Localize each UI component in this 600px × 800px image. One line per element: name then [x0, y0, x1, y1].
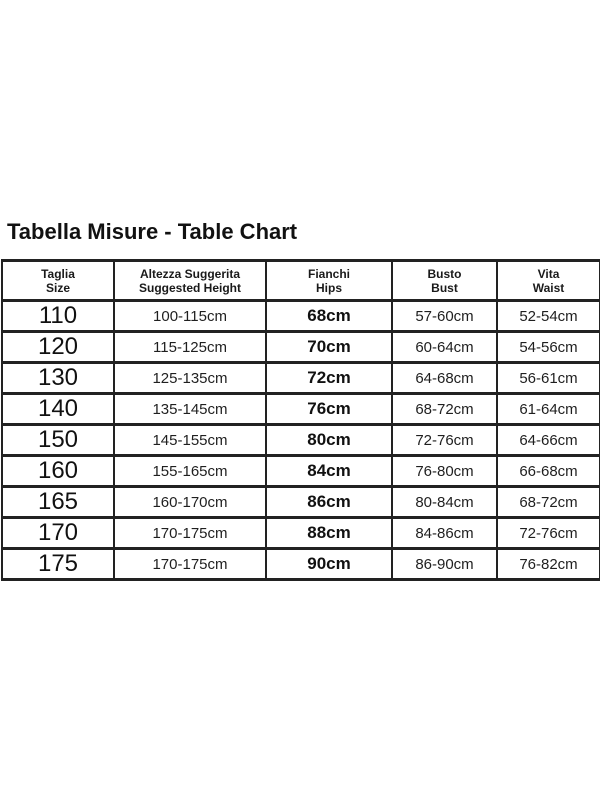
size-cell: 140 [2, 394, 114, 425]
bust-cell: 68-72cm [392, 394, 497, 425]
column-header-waist [497, 261, 600, 301]
table-row [2, 549, 600, 580]
column-header-height [114, 261, 266, 301]
bust-cell: 57-60cm [392, 301, 497, 332]
column-header-italian: Busto [427, 266, 462, 281]
hips-cell: 72cm [266, 363, 392, 394]
waist-cell: 52-54cm [497, 301, 600, 332]
waist-cell: 61-64cm [497, 394, 600, 425]
hips-cell: 88cm [266, 518, 392, 549]
size-cell: 110 [2, 301, 114, 332]
column-header-english: Suggested Height [138, 280, 241, 295]
table-row [2, 301, 600, 332]
table-row [2, 394, 600, 425]
height-cell: 155-165cm [114, 456, 266, 487]
hips-cell: 68cm [266, 301, 392, 332]
bust-cell: 64-68cm [392, 363, 497, 394]
table-row [2, 456, 600, 487]
bust-cell: 60-64cm [392, 332, 497, 363]
hips-cell: 80cm [266, 425, 392, 456]
column-header-english: Waist [532, 280, 565, 295]
size-cell: 150 [2, 425, 114, 456]
height-cell: 115-125cm [114, 332, 266, 363]
size-cell: 175 [2, 549, 114, 580]
table-row [2, 363, 600, 394]
page-title: Tabella Misure - Table Chart [7, 219, 298, 244]
column-header-italian: Vita [537, 266, 560, 281]
hips-cell: 90cm [266, 549, 392, 580]
height-cell: 135-145cm [114, 394, 266, 425]
bust-cell: 76-80cm [392, 456, 497, 487]
size-cell: 130 [2, 363, 114, 394]
waist-cell: 72-76cm [497, 518, 600, 549]
bust-cell: 86-90cm [392, 549, 497, 580]
column-header-english: Hips [315, 280, 342, 295]
hips-cell: 70cm [266, 332, 392, 363]
size-cell: 165 [2, 487, 114, 518]
hips-cell: 84cm [266, 456, 392, 487]
waist-cell: 64-66cm [497, 425, 600, 456]
waist-cell: 68-72cm [497, 487, 600, 518]
waist-cell: 66-68cm [497, 456, 600, 487]
waist-cell: 76-82cm [497, 549, 600, 580]
waist-cell: 56-61cm [497, 363, 600, 394]
bust-cell: 84-86cm [392, 518, 497, 549]
size-cell: 170 [2, 518, 114, 549]
height-cell: 125-135cm [114, 363, 266, 394]
size-cell: 160 [2, 456, 114, 487]
size-chart-table [1, 259, 600, 581]
column-header-english: Bust [431, 280, 458, 295]
column-header-italian: Taglia [41, 266, 75, 281]
hips-cell: 76cm [266, 394, 392, 425]
height-cell: 145-155cm [114, 425, 266, 456]
column-header-italian: Fianchi [307, 266, 350, 281]
height-cell: 100-115cm [114, 301, 266, 332]
table-row [2, 425, 600, 456]
column-header-english: Size [45, 280, 70, 295]
waist-cell: 54-56cm [497, 332, 600, 363]
table-row [2, 518, 600, 549]
size-cell: 120 [2, 332, 114, 363]
height-cell: 160-170cm [114, 487, 266, 518]
bust-cell: 80-84cm [392, 487, 497, 518]
height-cell: 170-175cm [114, 518, 266, 549]
table-header-row [2, 261, 600, 301]
column-header-hips [266, 261, 392, 301]
table-row [2, 332, 600, 363]
column-header-size [2, 261, 114, 301]
bust-cell: 72-76cm [392, 425, 497, 456]
column-header-bust [392, 261, 497, 301]
hips-cell: 86cm [266, 487, 392, 518]
height-cell: 170-175cm [114, 549, 266, 580]
column-header-italian: Altezza Suggerita [139, 266, 241, 281]
table-row [2, 487, 600, 518]
